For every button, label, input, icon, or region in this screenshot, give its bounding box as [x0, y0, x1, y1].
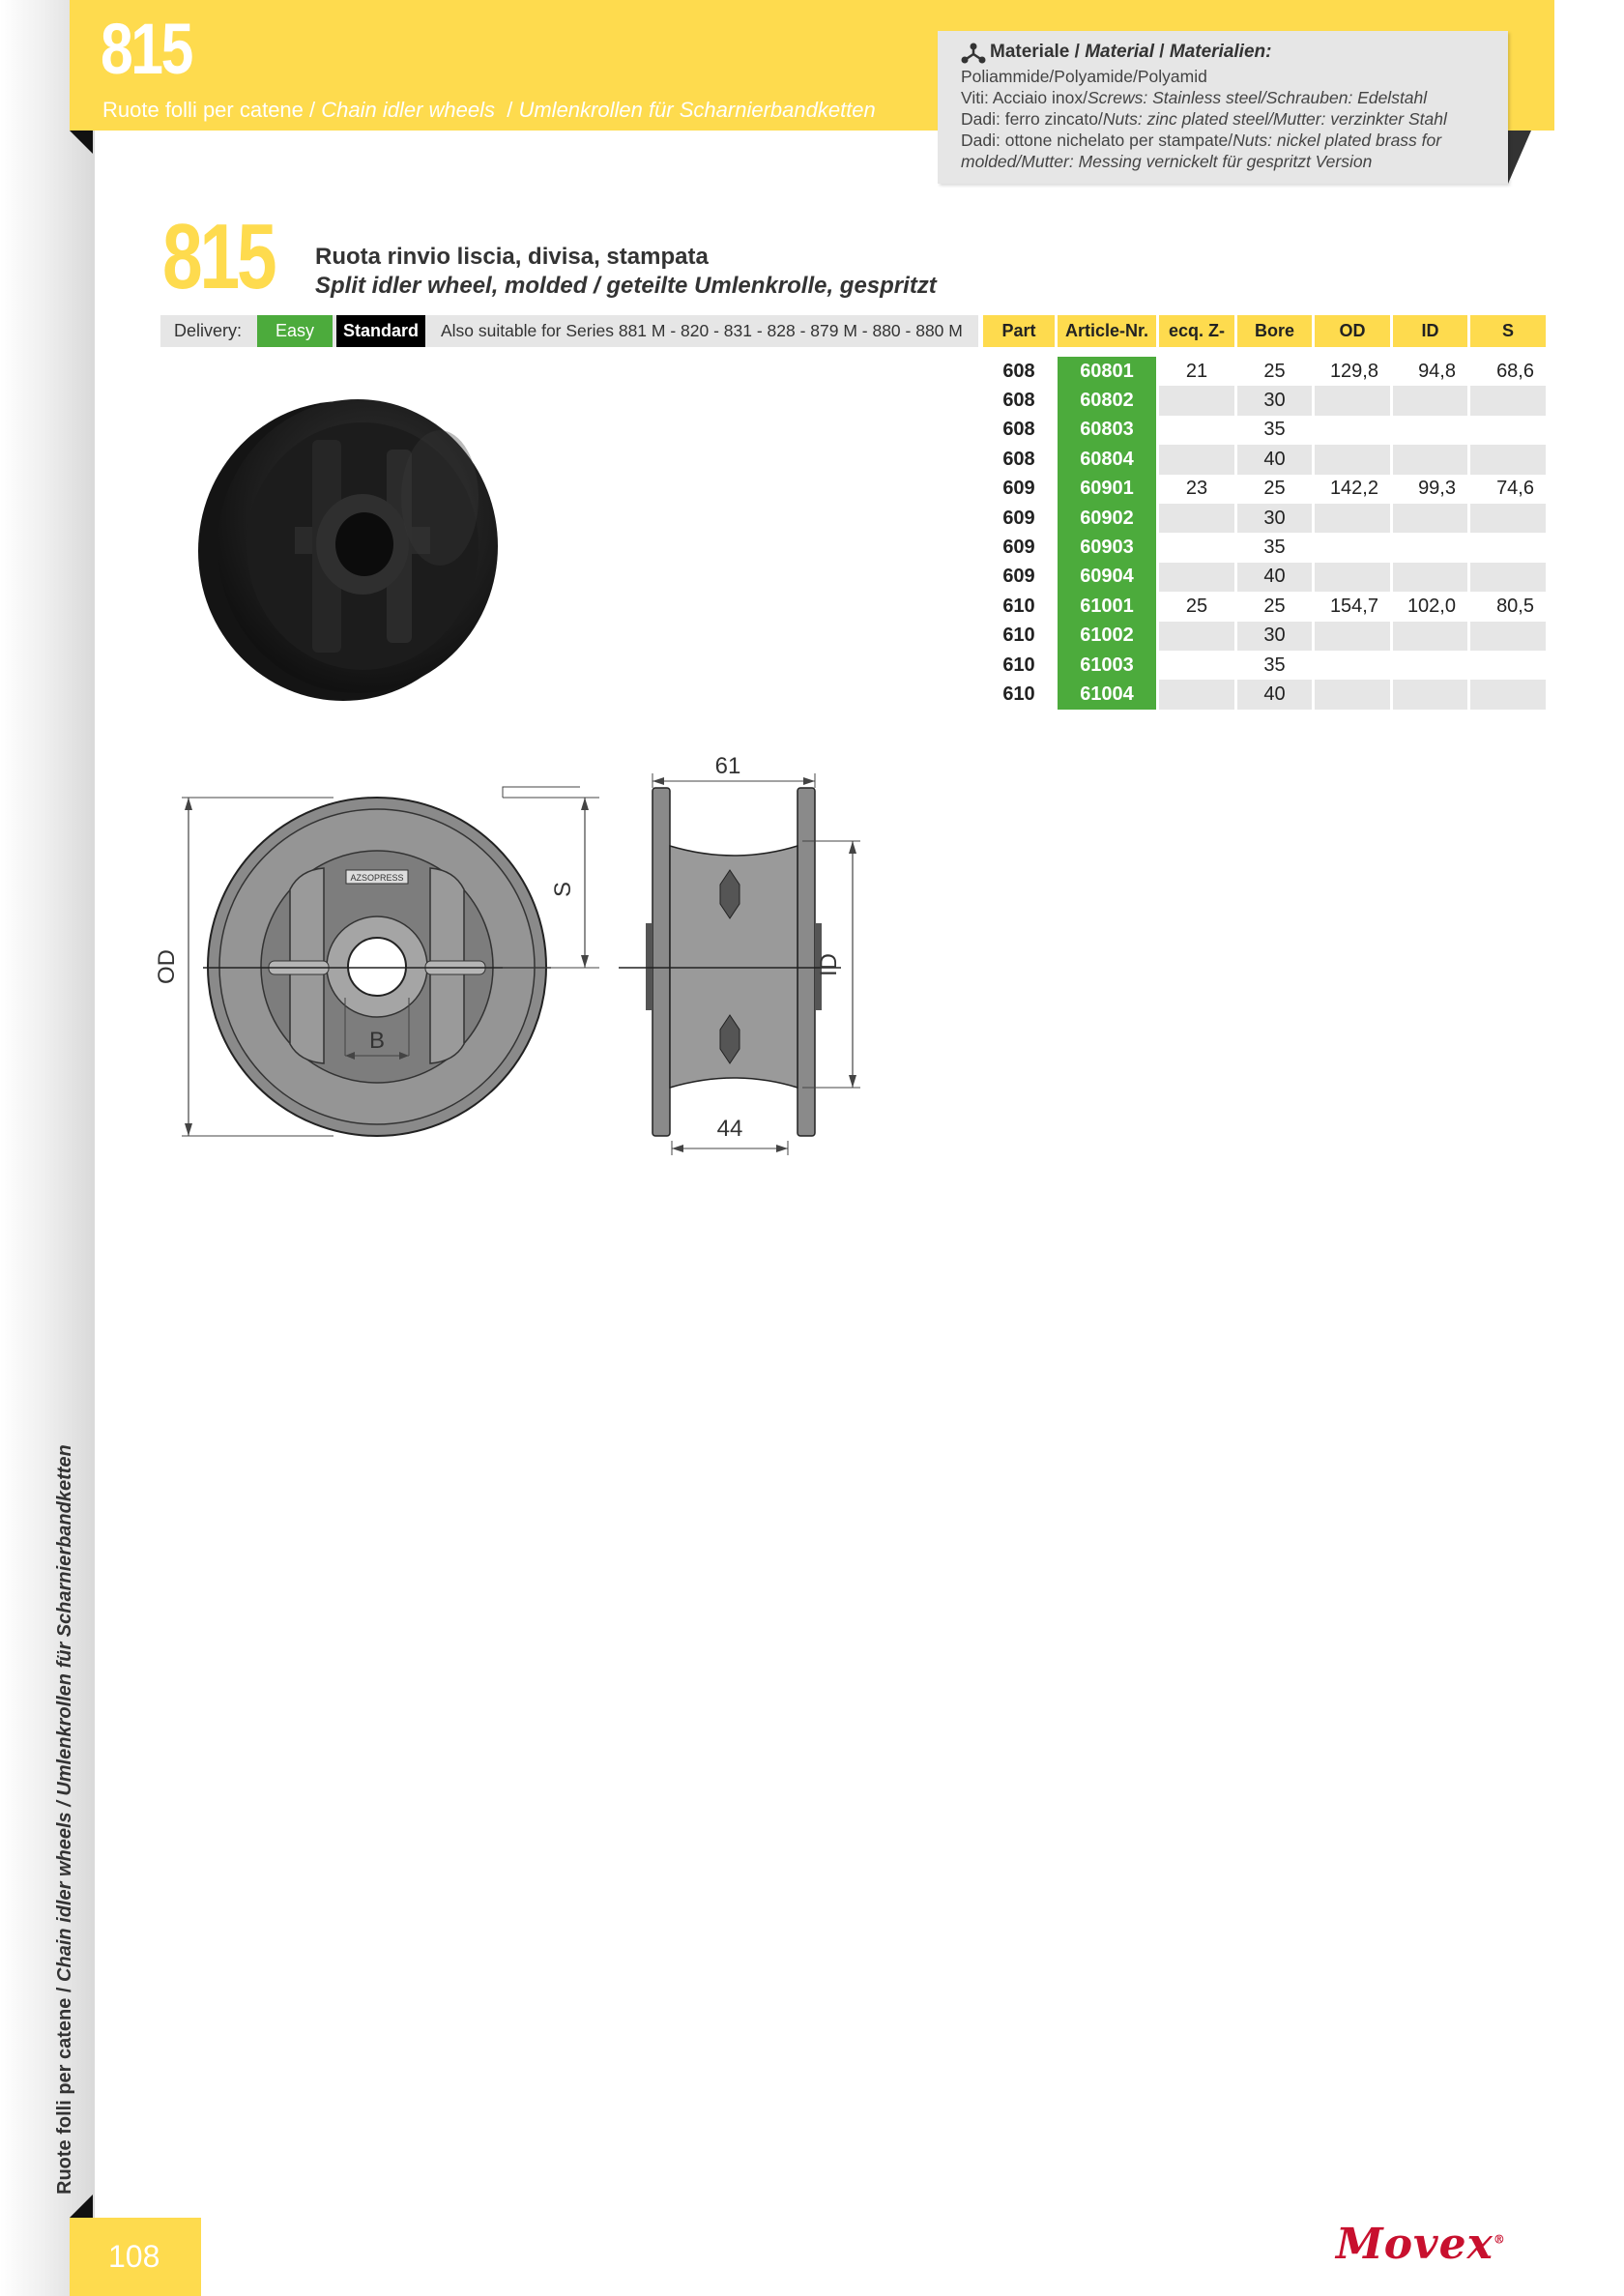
cell-s: 80,5	[1496, 595, 1534, 617]
cell-part: 610	[983, 622, 1055, 651]
cell-od	[1315, 533, 1390, 562]
cell-article: 61001	[1058, 592, 1156, 621]
cell-id: 94,8	[1418, 360, 1456, 382]
table-row	[983, 651, 1546, 680]
table-row	[983, 563, 1546, 592]
cell-article: 60901	[1058, 475, 1156, 504]
table-row	[983, 475, 1546, 504]
cell-id: 102,0	[1406, 595, 1456, 617]
cell-article: 60802	[1058, 386, 1156, 415]
cell-part: 608	[983, 357, 1055, 386]
header-corner-left	[70, 131, 93, 154]
table-row	[983, 445, 1546, 474]
cell-id	[1393, 533, 1467, 562]
cell-z: 25	[1185, 595, 1208, 617]
subtitle-it: Ruote folli per catene	[102, 98, 304, 122]
cell-part: 609	[983, 475, 1055, 504]
compatible-series-note: Also suitable for Series 881 M - 820 - 831 - 828 - 879 M - 880 - 880 M	[441, 321, 963, 340]
cell-bore: 25	[1263, 360, 1286, 382]
table-row	[983, 592, 1546, 621]
table-row	[983, 533, 1546, 562]
cell-bore: 30	[1237, 504, 1312, 533]
cell-bore: 25	[1263, 595, 1286, 617]
col-header-id: ID	[1393, 315, 1467, 347]
b-dimension-label: B	[368, 1028, 386, 1054]
cell-z	[1159, 622, 1234, 651]
table-row	[983, 622, 1546, 651]
cell-bore: 40	[1237, 445, 1312, 474]
cell-article: 60903	[1058, 533, 1156, 562]
cell-bore: 35	[1263, 537, 1286, 559]
cell-od	[1315, 680, 1390, 709]
cell-id: 99,3	[1418, 478, 1456, 500]
movex-logo: Movex®	[1336, 2220, 1506, 2269]
cell-part: 610	[983, 651, 1055, 680]
col-header-od: OD	[1315, 315, 1390, 347]
footer-corner	[70, 2194, 93, 2218]
cell-s: 74,6	[1496, 478, 1534, 500]
cell-id	[1393, 386, 1467, 415]
header-subtitle: Ruote folli per catene / Chain idler wheels / Umlenkrollen für Scharnierbandketten	[102, 98, 876, 122]
cell-od: 142,2	[1329, 478, 1378, 500]
cell-s	[1470, 386, 1546, 415]
cell-s	[1470, 680, 1546, 709]
cell-part: 609	[983, 533, 1055, 562]
cell-od	[1315, 445, 1390, 474]
cell-part: 608	[983, 416, 1055, 445]
materials-line-1: Poliammide/Polyamide/Polyamid	[961, 67, 1207, 86]
product-title-en-de: Split idler wheel, molded / geteilte Umlenkrolle, gespritzt	[315, 273, 937, 299]
cell-od	[1315, 416, 1390, 445]
wheel-photo	[188, 382, 536, 711]
col-header-s: S	[1470, 315, 1546, 347]
cell-s: 68,6	[1496, 360, 1534, 382]
cell-id	[1393, 622, 1467, 651]
cell-s	[1470, 563, 1546, 592]
od-dimension-label: OD	[154, 949, 180, 984]
cell-s	[1470, 622, 1546, 651]
cell-s	[1470, 504, 1546, 533]
cell-id	[1393, 563, 1467, 592]
side-running-title: Ruote folli per catene / Chain idler wheels / Umlenkrollen für Scharnierbandketten	[54, 1444, 75, 2194]
cell-z	[1159, 533, 1234, 562]
table-header-row	[983, 315, 1546, 347]
cell-article: 60804	[1058, 445, 1156, 474]
cell-z	[1159, 563, 1234, 592]
id-dimension-label: ID	[816, 953, 842, 976]
cell-bore: 35	[1263, 654, 1286, 676]
width-61-label: 61	[714, 753, 741, 779]
cell-id	[1393, 416, 1467, 445]
table-row	[983, 386, 1546, 415]
front-view	[154, 787, 599, 1136]
col-header-bore: Bore	[1237, 315, 1312, 347]
cell-s	[1470, 416, 1546, 445]
cell-s	[1470, 445, 1546, 474]
subtitle-en: Chain idler wheels	[321, 98, 496, 122]
cell-article: 60902	[1058, 504, 1156, 533]
cell-z	[1159, 445, 1234, 474]
technical-drawing	[145, 744, 880, 1170]
side-view	[619, 753, 860, 1155]
col-header-article: Article-Nr.	[1058, 315, 1156, 347]
cell-part: 608	[983, 386, 1055, 415]
table-row	[983, 357, 1546, 386]
materials-line-5: molded/Mutter: Messing vernickelt für gespritzt Version	[961, 152, 1373, 171]
product-number: 815	[162, 205, 275, 308]
page-number: 108	[108, 2239, 160, 2274]
cell-article: 61004	[1058, 680, 1156, 709]
product-title-it: Ruota rinvio liscia, divisa, stampata	[315, 244, 709, 270]
cell-id	[1393, 504, 1467, 533]
subtitle-de: Umlenkrollen für Scharnierbandketten	[518, 98, 876, 122]
cell-od	[1315, 622, 1390, 651]
cell-z	[1159, 680, 1234, 709]
cell-od	[1315, 651, 1390, 680]
cell-z	[1159, 416, 1234, 445]
cell-bore: 40	[1237, 680, 1312, 709]
cell-od: 154,7	[1329, 595, 1378, 617]
materials-line-4: Dadi: ottone nichelato per stampate/Nuts: nickel plated brass for	[961, 131, 1442, 150]
cell-id	[1393, 445, 1467, 474]
cell-part: 609	[983, 563, 1055, 592]
table-row	[983, 504, 1546, 533]
cell-part: 610	[983, 680, 1055, 709]
cell-article: 61003	[1058, 651, 1156, 680]
left-sidebar-band	[0, 0, 95, 2296]
s-dimension-label: S	[550, 881, 576, 898]
col-header-part: Part	[983, 315, 1055, 347]
cell-part: 609	[983, 504, 1055, 533]
cell-part: 610	[983, 592, 1055, 621]
materials-line-3: Dadi: ferro zincato/Nuts: zinc plated steel/Mutter: verzinkter Stahl	[961, 109, 1447, 129]
cell-z: 23	[1185, 478, 1208, 500]
cell-article: 61002	[1058, 622, 1156, 651]
cell-s	[1470, 533, 1546, 562]
cell-bore: 35	[1263, 419, 1286, 441]
delivery-bar	[160, 315, 978, 347]
cell-od: 129,8	[1329, 360, 1378, 382]
hub-brand-text: AZSOPRESS	[350, 873, 404, 883]
table-row	[983, 680, 1546, 709]
cell-article: 60904	[1058, 563, 1156, 592]
spec-table	[980, 315, 1549, 710]
header-corner-right	[1508, 131, 1531, 184]
cell-bore: 30	[1237, 386, 1312, 415]
col-header-z: ecq. Z-	[1159, 315, 1234, 347]
cell-article: 60803	[1058, 416, 1156, 445]
cell-article: 60801	[1058, 357, 1156, 386]
cell-bore: 25	[1263, 478, 1286, 500]
cell-part: 608	[983, 445, 1055, 474]
materials-box	[938, 31, 1508, 184]
materials-line-2: Viti: Acciaio inox/Screws: Stainless steel/Schrauben: Edelstahl	[961, 88, 1428, 107]
cell-s	[1470, 651, 1546, 680]
cell-od	[1315, 563, 1390, 592]
width-44-label: 44	[716, 1116, 743, 1142]
cell-bore: 30	[1237, 622, 1312, 651]
series-number: 815	[101, 9, 191, 89]
cell-id	[1393, 680, 1467, 709]
cell-bore: 40	[1237, 563, 1312, 592]
table-row	[983, 416, 1546, 445]
cell-z	[1159, 386, 1234, 415]
cell-z	[1159, 651, 1234, 680]
materials-title: Materiale / Material / Materialien:	[990, 42, 1272, 62]
cell-od	[1315, 386, 1390, 415]
molecule-icon	[961, 43, 986, 64]
cell-z: 21	[1185, 360, 1208, 382]
cell-z	[1159, 504, 1234, 533]
cell-id	[1393, 651, 1467, 680]
delivery-standard-badge: Standard	[336, 315, 425, 347]
delivery-label: Delivery:	[174, 321, 243, 340]
cell-od	[1315, 504, 1390, 533]
delivery-easy-badge: Easy	[257, 315, 333, 347]
